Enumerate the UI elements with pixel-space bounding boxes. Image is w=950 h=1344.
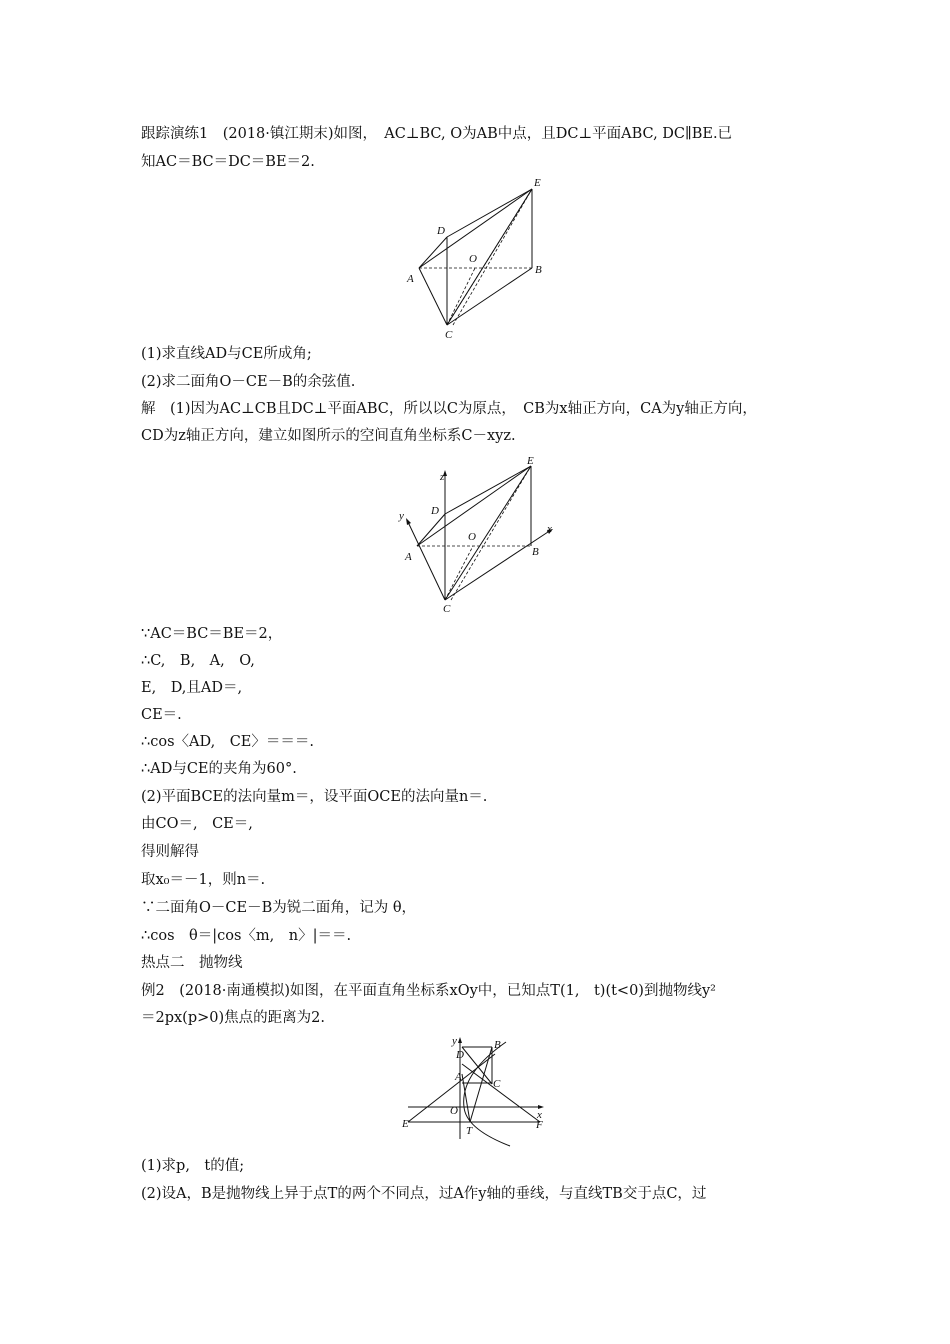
label-B: B <box>494 1039 501 1051</box>
step-4: CE＝. <box>141 707 182 723</box>
axis-label-y: y <box>399 510 404 522</box>
question-1: (1)求直线AD与CE所成角; <box>141 346 312 362</box>
label-A: A <box>455 1071 462 1083</box>
label-O: O <box>450 1105 458 1117</box>
label-D: D <box>456 1049 464 1061</box>
example-line-2: ＝2px(p>0)焦点的距离为2. <box>141 1010 325 1026</box>
example-question-1: (1)求p, t的值; <box>141 1158 245 1174</box>
step-8: 由CO＝, CE＝, <box>141 816 253 832</box>
step-7: (2)平面BCE的法向量m＝，设平面OCE的法向量n＝. <box>141 789 488 805</box>
figure-parabola <box>400 1034 550 1153</box>
label-E: E <box>534 177 541 189</box>
label-C: C <box>445 329 453 341</box>
label-A: A <box>405 551 412 563</box>
step-5: ∴cos〈AD, CE〉＝＝＝. <box>141 734 314 750</box>
step-1: ∵AC＝BC＝BE＝2， <box>141 626 283 642</box>
axis-label-y: y <box>452 1035 457 1047</box>
label-E: E <box>402 1118 409 1130</box>
label-F: F <box>536 1119 543 1131</box>
step-9: 得则解得 <box>141 844 199 860</box>
section-heading: 热点二 抛物线 <box>141 955 243 971</box>
solution-line-1: 解 (1)因为AC⊥CB且DC⊥平面ABC，所以以C为原点， CB为x轴正方向，CA为y轴正方向， <box>141 401 757 417</box>
step-11: ∵二面角O－CE－B为锐二面角，记为 θ， <box>141 900 417 916</box>
axis-label-z: z <box>440 471 445 483</box>
label-E: E <box>527 455 534 467</box>
label-D: D <box>431 505 439 517</box>
label-C: C <box>443 603 451 615</box>
axis-label-x: x <box>537 1109 542 1121</box>
step-10: 取x₀＝－1，则n＝. <box>141 872 266 888</box>
example-question-2: (2)设A，B是抛物线上异于点T的两个不同点，过A作y轴的垂线，与直线TB交于点C，过 <box>141 1186 707 1202</box>
problem-intro-line-1: 跟踪演练1 (2018·镇江期末)如图， AC⊥BC, O为AB中点，且DC⊥平面ABC, DC∥BE.已 <box>141 126 733 142</box>
example-line-1: 例2 (2018·南通模拟)如图，在平面直角坐标系xOy中，已知点T(1, t)(t<0)到抛物线y² <box>141 983 716 999</box>
step-12: ∴cos θ＝|cos〈m, n〉|＝＝. <box>141 928 352 944</box>
label-C: C <box>493 1078 501 1090</box>
figure-prism-coordinates <box>393 452 568 621</box>
label-B: B <box>532 546 539 558</box>
label-B: B <box>535 264 542 276</box>
label-A: A <box>407 273 414 285</box>
step-2: ∴C, B, A, O, <box>141 653 255 669</box>
label-T: T <box>466 1125 473 1137</box>
problem-intro-line-2: 知AC＝BC＝DC＝BE＝2. <box>141 154 315 170</box>
solution-line-2: CD为z轴正方向，建立如图所示的空间直角坐标系C－xyz. <box>141 428 516 444</box>
question-2: (2)求二面角O－CE－B的余弦值. <box>141 374 356 390</box>
figure-prism-1 <box>395 172 555 346</box>
axis-label-x: x <box>547 523 552 535</box>
label-O: O <box>468 531 476 543</box>
label-D: D <box>437 225 445 237</box>
label-O: O <box>469 253 477 265</box>
step-6: ∴AD与CE的夹角为60°. <box>141 761 297 777</box>
step-3: E, D,且AD＝, <box>141 680 243 696</box>
